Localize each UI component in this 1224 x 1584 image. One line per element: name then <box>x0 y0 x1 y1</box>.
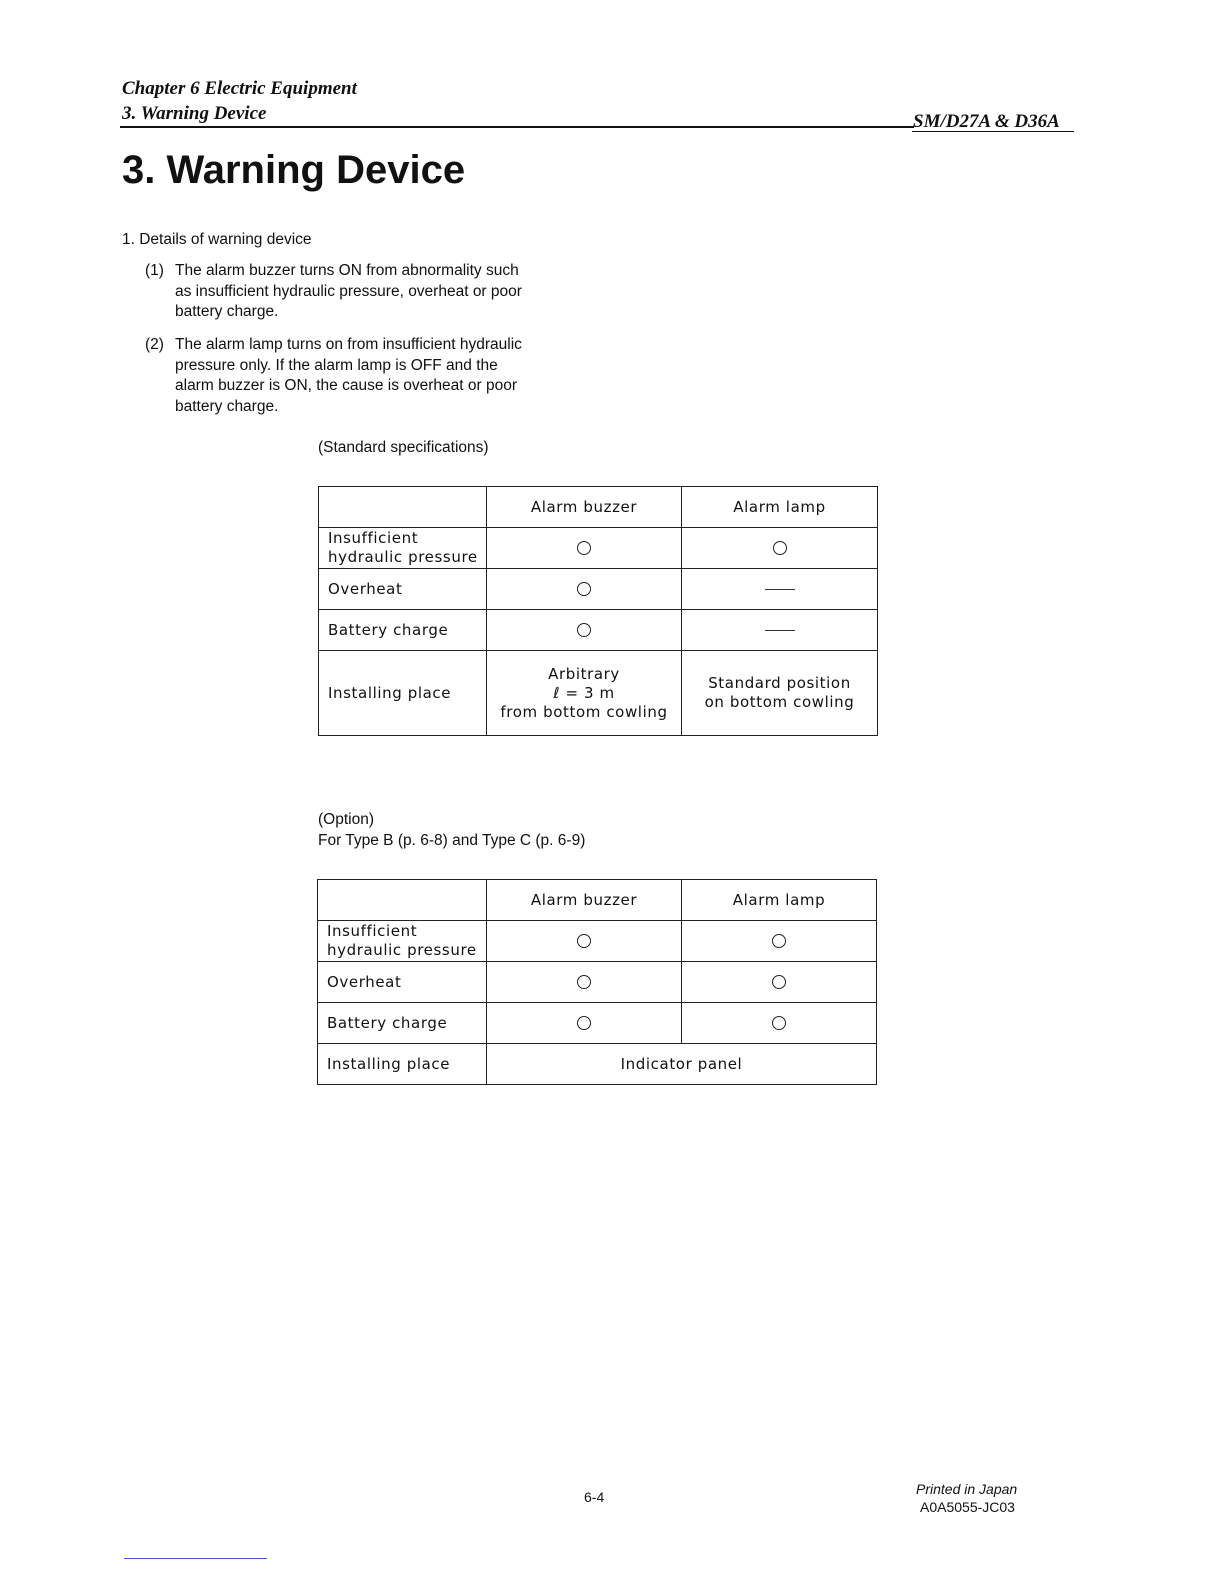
row-label: Battery charge <box>318 1003 487 1044</box>
buzzer-cell <box>487 962 682 1003</box>
lamp-cell <box>682 1003 877 1044</box>
point-line: alarm buzzer is ON, the cause is overheat or poor <box>175 377 518 394</box>
point-line: The alarm lamp turns on from insufficient hydraulic <box>175 336 522 353</box>
chapter-heading: Chapter 6 Electric Equipment <box>122 78 357 99</box>
circle-mark-icon <box>577 1016 591 1030</box>
row-label-line: Insufficient <box>328 529 419 547</box>
circle-mark-icon <box>772 975 786 989</box>
bottom-rule <box>124 1558 267 1559</box>
option-spec-table <box>317 879 877 1085</box>
column-header-lamp: Alarm lamp <box>682 487 878 528</box>
point-text <box>175 261 522 323</box>
install-line: on bottom cowling <box>704 693 855 711</box>
table-row <box>319 569 878 610</box>
buzzer-install-cell <box>487 651 682 736</box>
circle-mark-icon <box>577 623 591 637</box>
row-label <box>319 528 487 569</box>
standard-caption: (Standard specifications) <box>318 439 489 456</box>
table-row-install <box>318 1044 877 1085</box>
lamp-cell <box>682 921 877 962</box>
lamp-cell <box>682 528 878 569</box>
printed-in: Printed in Japan <box>916 1481 1018 1497</box>
point-line: battery charge. <box>175 303 279 320</box>
row-label-line: Insufficient <box>327 922 418 940</box>
circle-mark-icon <box>772 934 786 948</box>
table-header-row <box>319 487 878 528</box>
row-label <box>318 921 487 962</box>
table-row <box>318 1003 877 1044</box>
install-line: from bottom cowling <box>500 702 668 721</box>
lamp-cell <box>682 569 878 610</box>
install-line: Arbitrary <box>548 664 620 683</box>
buzzer-cell <box>487 1003 682 1044</box>
point-number: (2) <box>145 336 164 353</box>
table-row <box>319 528 878 569</box>
install-value-cell: Indicator panel <box>487 1044 877 1085</box>
option-caption <box>318 810 585 851</box>
circle-mark-icon <box>577 541 591 555</box>
page-number: 6-4 <box>584 1489 605 1505</box>
point-text <box>175 335 522 417</box>
dash-mark-icon <box>765 630 795 631</box>
circle-mark-icon <box>577 582 591 596</box>
row-label: Overheat <box>318 962 487 1003</box>
table-row-install <box>319 651 878 736</box>
lamp-cell <box>682 610 878 651</box>
row-label: Installing place <box>318 1044 487 1085</box>
item-heading: 1. Details of warning device <box>122 231 312 248</box>
circle-mark-icon <box>577 934 591 948</box>
table-row <box>319 610 878 651</box>
column-header-buzzer: Alarm buzzer <box>487 880 682 921</box>
section-heading: 3. Warning Device <box>122 103 267 124</box>
row-label: Battery charge <box>319 610 487 651</box>
point-line: The alarm buzzer turns ON from abnormality such <box>175 262 519 279</box>
document-code: A0A5055-JC03 <box>920 1499 1015 1515</box>
buzzer-cell <box>487 610 682 651</box>
point-line: pressure only. If the alarm lamp is OFF and the <box>175 356 498 374</box>
page-title: 3. Warning Device <box>122 148 466 192</box>
option-caption-line: (Option) <box>318 811 374 828</box>
table-header-row <box>318 880 877 921</box>
standard-spec-table <box>318 486 878 736</box>
point-number: (1) <box>145 262 164 279</box>
column-header-buzzer: Alarm buzzer <box>487 487 682 528</box>
install-line: Standard position <box>708 674 851 692</box>
row-label-line: hydraulic pressure <box>327 941 477 959</box>
model-label: SM/D27A & D36A <box>913 111 1060 132</box>
point-line: battery charge. <box>175 397 279 415</box>
install-line: ℓ = 3 m <box>553 683 615 702</box>
point-line: as insufficient hydraulic pressure, overheat or poor <box>175 282 522 300</box>
lamp-cell <box>682 962 877 1003</box>
circle-mark-icon <box>772 1016 786 1030</box>
header-rule-right <box>912 131 1074 132</box>
circle-mark-icon <box>577 975 591 989</box>
buzzer-cell <box>487 921 682 962</box>
option-caption-line: For Type B (p. 6-8) and Type C (p. 6-9) <box>318 831 586 849</box>
table-row <box>318 921 877 962</box>
header-rule <box>120 126 914 128</box>
circle-mark-icon <box>773 541 787 555</box>
buzzer-cell <box>487 528 682 569</box>
buzzer-cell <box>487 569 682 610</box>
dash-mark-icon <box>765 589 795 590</box>
table-row <box>318 962 877 1003</box>
row-label: Overheat <box>319 569 487 610</box>
column-header-lamp: Alarm lamp <box>682 880 877 921</box>
empty-header-cell <box>318 880 487 921</box>
lamp-install-cell <box>682 651 878 736</box>
empty-header-cell <box>319 487 487 528</box>
row-label-line: hydraulic pressure <box>328 548 478 566</box>
row-label: Installing place <box>319 651 487 736</box>
